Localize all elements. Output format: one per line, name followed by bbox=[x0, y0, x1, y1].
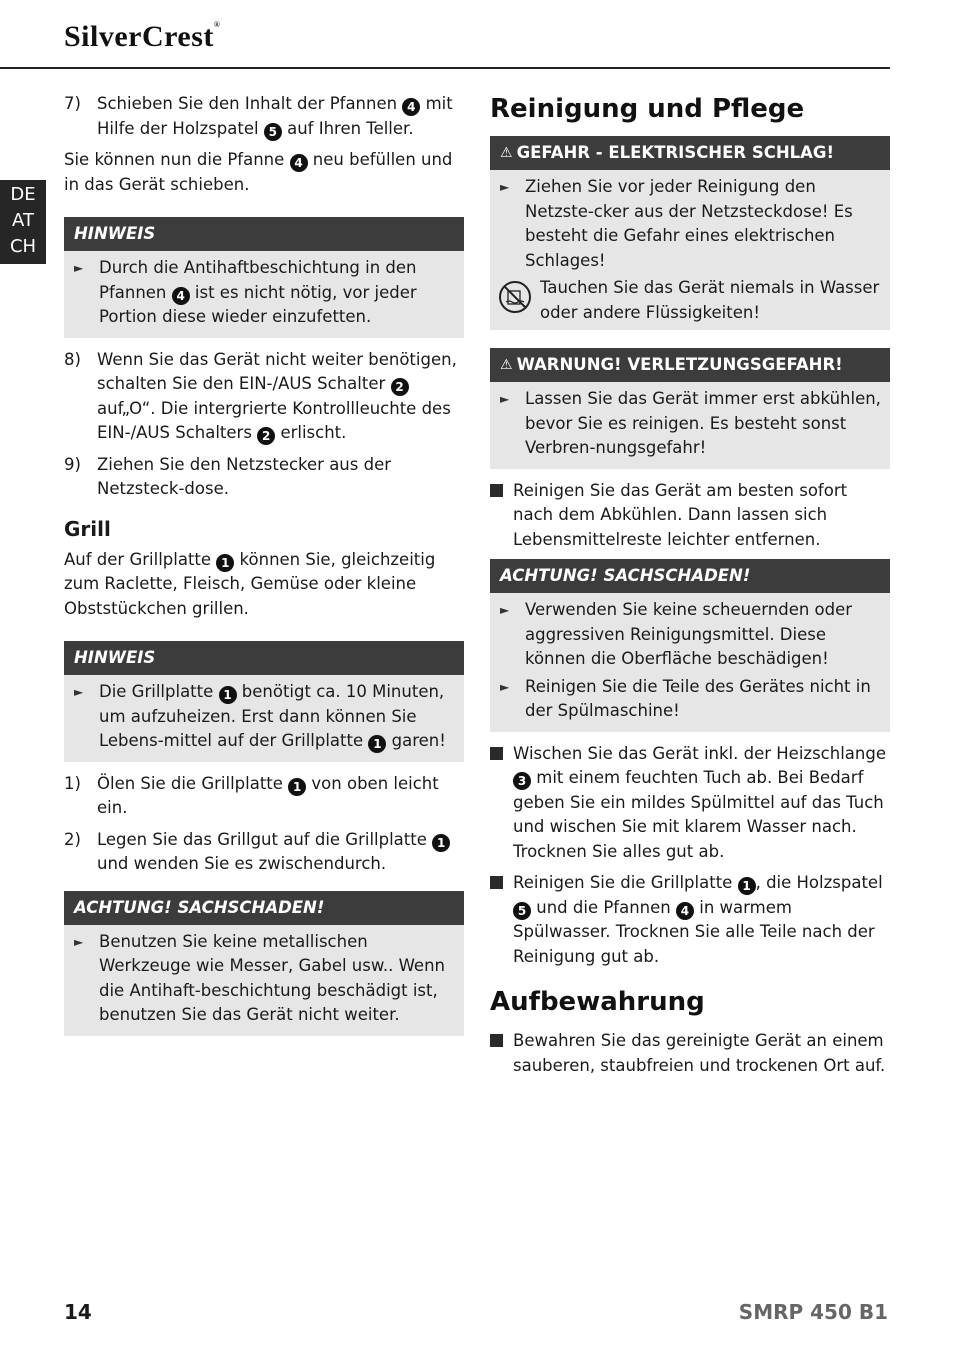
part-number-badge: 1 bbox=[288, 778, 306, 796]
triangle-right-icon: ► bbox=[74, 934, 84, 949]
lang-ch: CH bbox=[9, 236, 37, 257]
part-number-badge: 1 bbox=[368, 735, 386, 753]
hinweis-title: HINWEIS bbox=[64, 641, 464, 675]
part-number-badge: 5 bbox=[264, 123, 282, 141]
square-bullet-icon bbox=[490, 742, 513, 865]
square-bullet-icon bbox=[490, 479, 513, 553]
right-column bbox=[490, 92, 890, 1085]
achtung-box bbox=[64, 891, 464, 1036]
part-number-badge: 3 bbox=[513, 772, 531, 790]
triangle-right-icon: ► bbox=[74, 685, 84, 699]
part-number-badge: 2 bbox=[257, 427, 275, 445]
square-bullet-icon bbox=[490, 871, 513, 969]
achtung-box bbox=[490, 559, 890, 732]
section-title-cleaning: Reinigung und Pflege bbox=[490, 94, 805, 124]
part-number-badge: 1 bbox=[738, 877, 756, 895]
warning-title: ⚠ WARNUNG! VERLETZUNGSGEFAHR! bbox=[490, 348, 890, 382]
section-title-grill: Grill bbox=[64, 516, 111, 541]
refill-paragraph: Sie können nun die Pfanne 4 neu befüllen und in das Gerät schieben. bbox=[64, 150, 453, 194]
brand-logo: SilverCrest® bbox=[64, 20, 221, 53]
section-title-storage: Aufbewahrung bbox=[490, 987, 705, 1017]
lang-at: AT bbox=[12, 210, 34, 231]
list-item: Reinigen Sie das Gerät am besten sofort nach dem Abkühlen. Dann lassen sich Lebensmittelreste leichter entfernen. bbox=[490, 479, 890, 553]
part-number-badge: 2 bbox=[391, 378, 409, 396]
warning-triangle-icon: ⚠ bbox=[500, 357, 513, 373]
header-rule bbox=[0, 67, 890, 69]
part-number-badge: 1 bbox=[432, 834, 450, 852]
triangle-right-icon: ► bbox=[74, 261, 84, 275]
danger-box bbox=[490, 136, 890, 330]
part-number-badge: 4 bbox=[676, 902, 694, 920]
grill-step-1: 1) Ölen Sie die Grillplatte 1 von oben leicht ein. bbox=[64, 773, 439, 817]
hinweis-title: HINWEIS bbox=[64, 217, 464, 251]
lang-de: DE bbox=[10, 184, 36, 205]
triangle-right-icon: ► bbox=[500, 180, 510, 194]
list-item: ► Die Grillplatte 1 benötigt ca. 10 Minuten, um aufzuheizen. Erst dann können Sie Lebens-mittel auf der Grillplatte 1 garen! bbox=[74, 680, 456, 754]
model-number: SMRP 450 B1 bbox=[738, 1300, 888, 1324]
warning-box bbox=[490, 348, 890, 469]
part-number-badge: 1 bbox=[219, 686, 237, 704]
achtung-title: ACHTUNG! SACHSCHADEN! bbox=[64, 891, 464, 925]
square-bullet-icon bbox=[490, 1029, 513, 1078]
triangle-right-icon: ► bbox=[500, 603, 510, 617]
hinweis-box bbox=[64, 217, 464, 338]
part-number-badge: 4 bbox=[402, 98, 420, 116]
part-number-badge: 4 bbox=[172, 287, 190, 305]
grill-step-2: 2) Legen Sie das Grillgut auf die Grillplatte 1 und wenden Sie es zwischendurch. bbox=[64, 828, 464, 877]
danger-title: ⚠ GEFAHR - ELEKTRISCHER SCHLAG! bbox=[490, 136, 890, 170]
list-item: Tauchen Sie das Gerät niemals in Wasser oder andere Flüssigkeiten! bbox=[500, 276, 882, 325]
list-item: ► Ziehen Sie vor jeder Reinigung den Netzste-cker aus der Netzsteckdose! Es besteht die Gefahr eines elektrischen Schlages! bbox=[500, 175, 882, 273]
step-8: 8) Wenn Sie das Gerät nicht weiter benötigen, schalten Sie den EIN-/AUS Schalter 2 auf„O“. Die intergrierte Kontrollleuchte des EIN-/AUS Schalters 2 erlischt. bbox=[64, 349, 457, 443]
list-item: ► Lassen Sie das Gerät immer erst abkühlen, bevor Sie es reinigen. Es besteht sonst Verbren-nungsgefahr! bbox=[500, 387, 882, 461]
left-column bbox=[64, 92, 464, 1046]
warning-triangle-icon: ⚠ bbox=[500, 145, 513, 161]
grill-paragraph: Auf der Grillplatte 1 können Sie, gleichzeitig zum Raclette, Fleisch, Gemüse oder kleine Obststückchen grillen. bbox=[64, 549, 436, 618]
achtung-title: ACHTUNG! SACHSCHADEN! bbox=[490, 559, 890, 593]
list-item: Wischen Sie das Gerät inkl. der Heizschlange 3 mit einem feuchten Tuch ab. Bei Bedarf geben Sie ein mildes Spülmittel auf das Tuch und wischen Sie mit klarem Wasser nach. Trocknen Sie alles gut ab. bbox=[490, 742, 890, 865]
list-item: ► Verwenden Sie keine scheuernden oder aggressiven Reinigungsmittel. Diese können die Oberfläche beschädigen! bbox=[500, 598, 882, 672]
step-7: 7) Schieben Sie den Inhalt der Pfannen 4 mit Hilfe der Holzspatel 5 auf Ihren Teller. bbox=[64, 94, 453, 139]
step-9: 9) Ziehen Sie den Netzstecker aus der Netzsteck-dose. bbox=[64, 454, 392, 498]
list-item: ► Reinigen Sie die Teile des Gerätes nicht in der Spülmaschine! bbox=[500, 675, 882, 724]
list-item: Reinigen Sie die Grillplatte 1 , die Holzspatel 5 und die Pfannen 4 in warmem Spülwasser. Trocknen Sie alle Teile nach der Reinigung gut ab. bbox=[490, 871, 890, 969]
language-tab bbox=[0, 180, 46, 264]
part-number-badge: 4 bbox=[290, 154, 308, 172]
page-number: 14 bbox=[64, 1300, 92, 1324]
list-item: ► Durch die Antihaftbeschichtung in den Pfannen 4 ist es nicht nötig, vor jeder Portion diese wieder einzufetten. bbox=[74, 256, 456, 330]
hinweis-box bbox=[64, 641, 464, 762]
list-item: ► Benutzen Sie keine metallischen Werkzeuge wie Messer, Gabel usw.. Wenn die Antihaft-beschichtung beschädigt ist, benutzen Sie das Gerät nicht weiter. bbox=[74, 930, 456, 1028]
part-number-badge: 1 bbox=[216, 554, 234, 572]
triangle-right-icon: ► bbox=[500, 679, 510, 694]
part-number-badge: 5 bbox=[513, 902, 531, 920]
list-item: Bewahren Sie das gereinigte Gerät an einem sauberen, staubfreien und trockenen Ort auf. bbox=[490, 1029, 890, 1078]
no-immersion-icon bbox=[498, 280, 532, 314]
triangle-right-icon: ► bbox=[500, 392, 510, 406]
